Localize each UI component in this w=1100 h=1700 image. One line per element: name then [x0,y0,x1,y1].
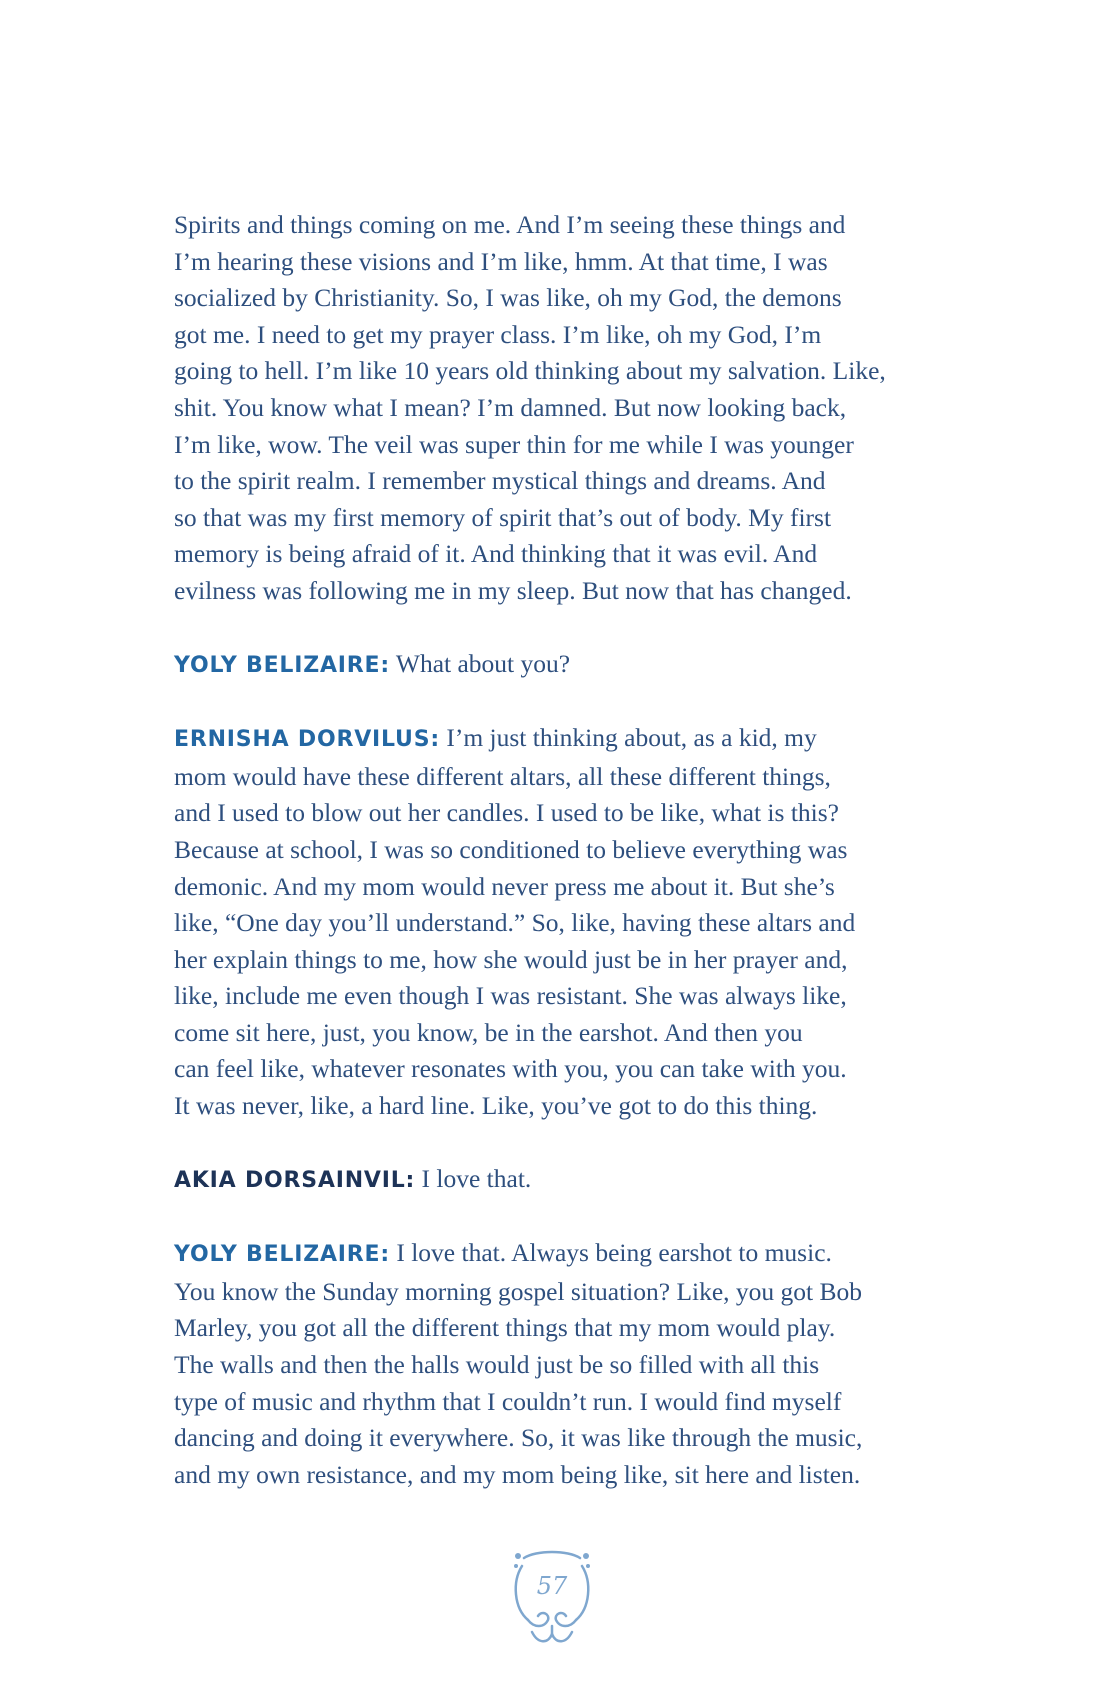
speaker-name: YOLY BELIZAIRE: [174,652,390,678]
text-line: like, include me even though I was resistant. She was always like, [174,981,847,1011]
transcript-body [174,207,954,1529]
speaker-name: ERNISHA DORVILUS: [174,727,440,753]
speech-text: I love that. [415,1163,532,1193]
page-number-ornament [508,1548,596,1648]
text-line: and I used to blow out her candles. I used to be like, what is this? [174,798,839,828]
text-line: I’m hearing these visions and I’m like, hmm. At that time, I was [174,246,828,276]
text-line: socialized by Christianity. So, I was like, oh my God, the demons [174,283,842,313]
text-line: mom would have these different altars, all these different things, [174,761,831,791]
text-line: can feel like, whatever resonates with you, you can take with you. [174,1054,847,1084]
speech-text: I love that. Always being earshot to music. [389,1238,832,1268]
text-line: to the spirit realm. I remember mystical things and dreams. And [174,466,826,496]
page-number: 57 [536,1572,568,1600]
paragraph-yoly-question [174,646,954,685]
paragraph-akia [174,1161,954,1200]
text-line: demonic. And my mom would never press me about it. But she’s [174,871,835,901]
paragraph-yoly-music [174,1235,954,1493]
speaker-name: AKIA DORSAINVIL: [174,1167,416,1193]
text-line: Because at school, I was so conditioned to believe everything was [174,834,848,864]
speaker-name: YOLY BELIZAIRE: [174,1242,390,1268]
paragraph-ernisha [174,720,954,1125]
text-line: so that was my first memory of spirit that’s out of body. My first [174,502,832,532]
text-line [174,1161,954,1200]
text-line: her explain things to me, how she would just be in her prayer and, [174,944,848,974]
text-line [174,646,954,685]
speech-text: What about you? [389,648,571,678]
text-line: The walls and then the halls would just be so filled with all this [174,1350,820,1380]
speech-text: I’m just thinking about, as a kid, my [439,723,817,753]
text-line: dancing and doing it everywhere. So, it was like through the music, [174,1423,863,1453]
text-line: Marley, you got all the different things that my mom would play. [174,1313,836,1343]
text-line: I’m like, wow. The veil was super thin for me while I was younger [174,429,854,459]
text-line: going to hell. I’m like 10 years old thinking about my salvation. Like, [174,356,886,386]
paragraph-spirits [174,207,954,610]
text-line: come sit here, just, you know, be in the earshot. And then you [174,1017,803,1047]
text-line: got me. I need to get my prayer class. I’m like, oh my God, I’m [174,319,822,349]
text-line: evilness was following me in my sleep. But now that has changed. [174,575,852,605]
text-line: like, “One day you’ll understand.” So, like, having these altars and [174,908,856,938]
text-line: memory is being afraid of it. And thinking that it was evil. And [174,539,818,569]
text-line [174,1235,954,1274]
text-line: type of music and rhythm that I couldn’t run. I would find myself [174,1386,842,1416]
text-line: It was never, like, a hard line. Like, you’ve got to do this thing. [174,1091,818,1121]
text-line: You know the Sunday morning gospel situation? Like, you got Bob [174,1276,863,1306]
text-line: shit. You know what I mean? I’m damned. But now looking back, [174,392,847,422]
text-line: Spirits and things coming on me. And I’m seeing these things and [174,210,846,239]
text-line [174,720,954,759]
text-line: and my own resistance, and my mom being like, sit here and listen. [174,1459,861,1489]
